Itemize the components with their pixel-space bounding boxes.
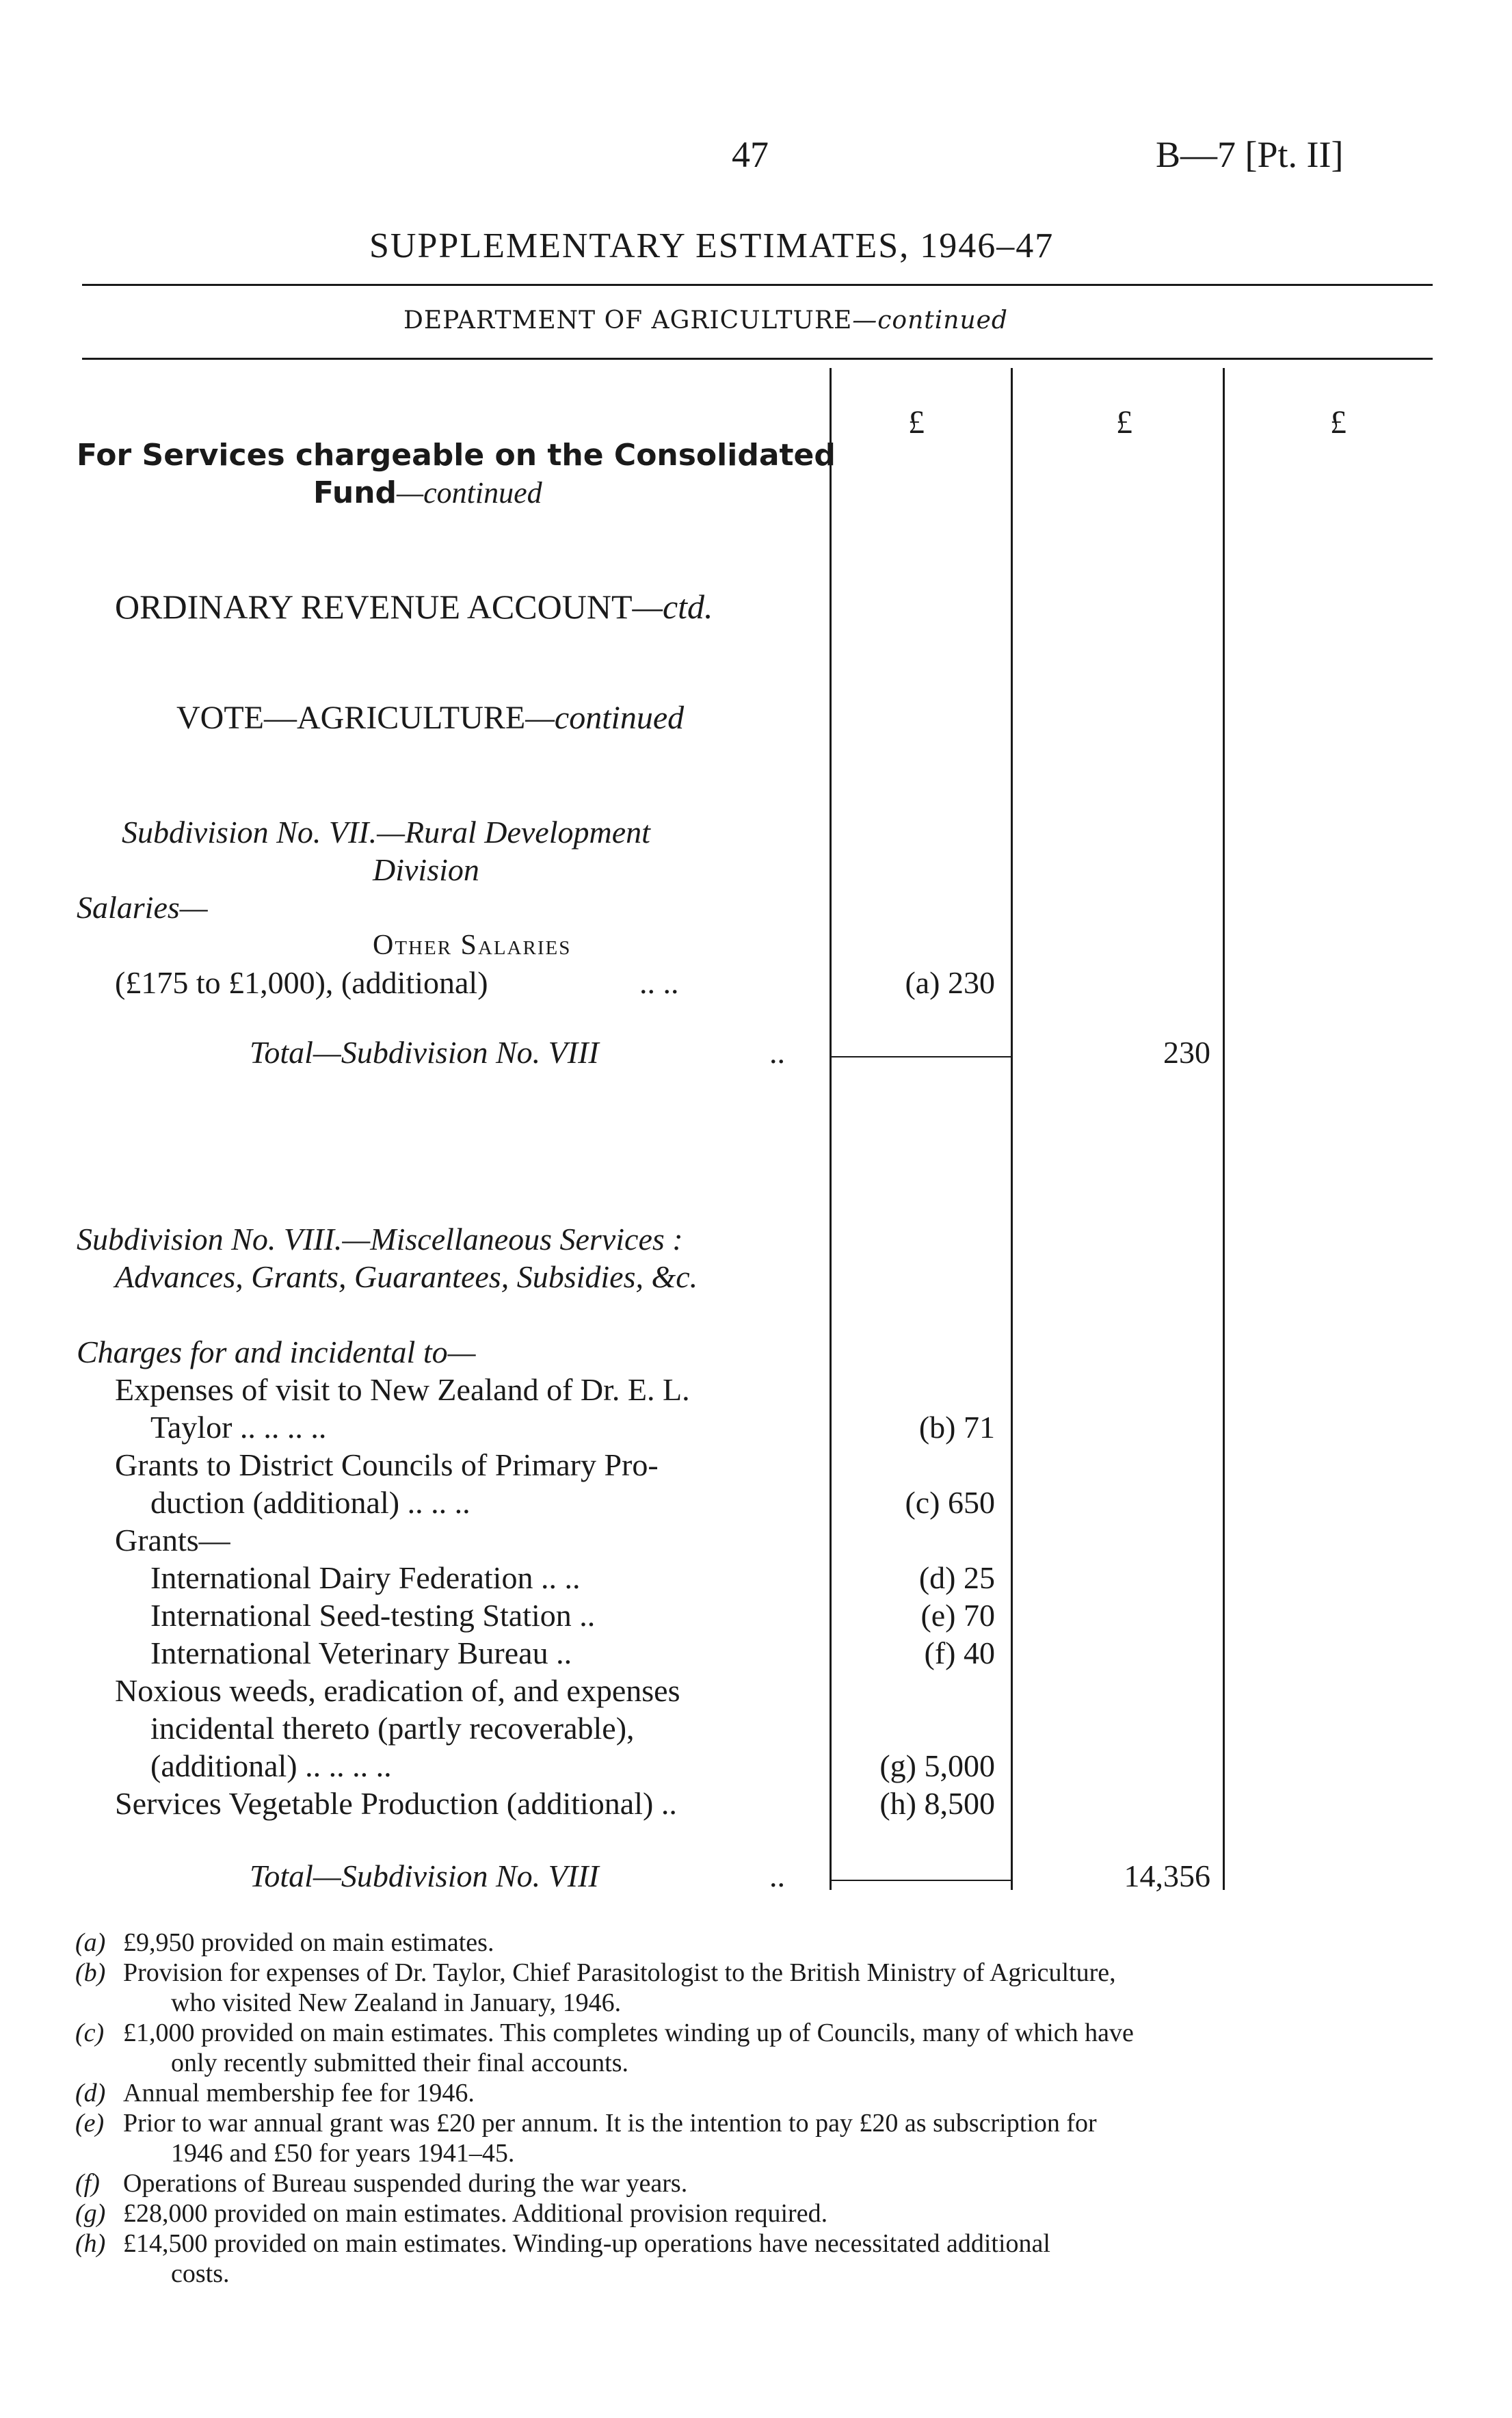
list-item-value: (d) 25 bbox=[918, 1560, 995, 1595]
list-item-value: (e) 70 bbox=[920, 1598, 995, 1633]
page-number: 47 bbox=[732, 134, 769, 175]
column-header-pounds-3: £ bbox=[1330, 404, 1347, 441]
subdivision-7-heading-line2: Division bbox=[373, 852, 479, 887]
department-name: DEPARTMENT OF AGRICULTURE bbox=[403, 306, 853, 334]
services-heading: For Services chargeable on the Consolidated bbox=[77, 438, 836, 473]
list-item: Noxious weeds, eradication of, and expenses bbox=[115, 1673, 680, 1708]
sub8-total-value: 14,356 bbox=[1124, 1858, 1210, 1893]
column-header-pounds-2: £ bbox=[1116, 404, 1132, 441]
salary-dots: .. .. bbox=[639, 965, 679, 1000]
list-item: International Seed-testing Station .. bbox=[150, 1598, 596, 1633]
footnote-mark: (a) bbox=[75, 1928, 106, 1957]
footnote-mark: (f) bbox=[75, 2169, 100, 2198]
sub7-total-value: 230 bbox=[1163, 1035, 1210, 1070]
services-continued: —continued bbox=[397, 476, 542, 510]
list-item-value: (h) 8,500 bbox=[879, 1786, 995, 1821]
column-header-pounds-1: £ bbox=[908, 404, 925, 441]
footnote-mark: (g) bbox=[75, 2199, 106, 2228]
list-item-value: (c) 650 bbox=[905, 1485, 995, 1520]
list-item: (additional) .. .. .. .. bbox=[150, 1748, 392, 1783]
column-rule-1 bbox=[830, 368, 832, 1890]
footnote-text-continued: costs. bbox=[171, 2259, 230, 2288]
footnote-mark: (h) bbox=[75, 2229, 106, 2258]
column-rule-3 bbox=[1223, 368, 1225, 1890]
department-heading bbox=[403, 306, 1008, 334]
account-name: ORDINARY REVENUE ACCOUNT bbox=[115, 588, 633, 626]
sub7-total-label: Total—Subdivision No. VIII bbox=[250, 1035, 599, 1070]
footnote-mark: (b) bbox=[75, 1958, 106, 1987]
document-reference: B—7 [Pt. II] bbox=[1156, 134, 1344, 175]
footnote-mark: (e) bbox=[75, 2109, 105, 2138]
footnote-text: Provision for expenses of Dr. Taylor, Chief Parasitologist to the British Ministry of Agriculture, bbox=[123, 1958, 1116, 1987]
list-item: Services Vegetable Production (additional) .. bbox=[115, 1786, 677, 1821]
footnote-text-continued: who visited New Zealand in January, 1946. bbox=[171, 1988, 622, 2017]
list-item-value: (b) 71 bbox=[918, 1410, 995, 1445]
footnote-text: £28,000 provided on main estimates. Additional provision required. bbox=[123, 2199, 828, 2228]
sub8-total-dots: .. bbox=[769, 1858, 785, 1893]
salary-range: (£175 to £1,000), (additional) bbox=[115, 965, 488, 1000]
charges-label: Charges for and incidental to— bbox=[77, 1335, 476, 1369]
footnote-text: Prior to war annual grant was £20 per annum. It is the intention to pay £20 as subscription for bbox=[123, 2109, 1097, 2138]
footnote-mark: (c) bbox=[75, 2019, 105, 2047]
services-heading-line2 bbox=[313, 475, 542, 510]
list-item: duction (additional) .. .. .. bbox=[150, 1485, 470, 1520]
title-rule bbox=[82, 284, 1433, 286]
salary-value: (a) 230 bbox=[905, 965, 995, 1000]
list-item: Grants— bbox=[115, 1523, 230, 1558]
vote-name: VOTE—AGRICULTURE bbox=[176, 700, 526, 736]
subdivision-8-heading: Subdivision No. VIII.—Miscellaneous Services : bbox=[77, 1222, 683, 1257]
list-item: International Veterinary Bureau .. bbox=[150, 1635, 572, 1670]
subdivision-8-heading-line2: Advances, Grants, Guarantees, Subsidies, &c. bbox=[115, 1259, 698, 1294]
account-continued: —ctd. bbox=[632, 588, 713, 626]
sub8-total-label: Total—Subdivision No. VIII bbox=[250, 1858, 599, 1893]
department-rule bbox=[82, 358, 1433, 360]
account-heading bbox=[115, 587, 713, 627]
sub8-total-rule bbox=[831, 1880, 1012, 1881]
list-item: Taylor .. .. .. .. bbox=[150, 1410, 327, 1445]
subdivision-7-heading: Subdivision No. VII.—Rural Development bbox=[122, 815, 650, 850]
footnote-text: £9,950 provided on main estimates. bbox=[123, 1928, 494, 1957]
page-title: SUPPLEMENTARY ESTIMATES, 1946–47 bbox=[369, 226, 1055, 265]
vote-heading bbox=[176, 699, 684, 737]
column-rule-2 bbox=[1011, 368, 1013, 1890]
vote-continued: —continued bbox=[525, 700, 685, 736]
footnote-text: £1,000 provided on main estimates. This completes winding up of Councils, many of which have bbox=[123, 2019, 1134, 2047]
footnote-mark: (d) bbox=[75, 2079, 106, 2107]
footnote-text: Annual membership fee for 1946. bbox=[123, 2079, 475, 2107]
list-item: Expenses of visit to New Zealand of Dr. E. L. bbox=[115, 1372, 690, 1407]
department-continued: —continued bbox=[852, 306, 1008, 334]
list-item-value: (g) 5,000 bbox=[879, 1748, 995, 1783]
footnote-text: Operations of Bureau suspended during the war years. bbox=[123, 2169, 688, 2198]
services-fund: Fund bbox=[313, 475, 397, 510]
footnote-text: £14,500 provided on main estimates. Winding-up operations have necessitated additional bbox=[123, 2229, 1050, 2258]
footnote-text-continued: 1946 and £50 for years 1941–45. bbox=[171, 2139, 515, 2168]
list-item: Grants to District Councils of Primary Pro- bbox=[115, 1447, 659, 1482]
list-item-value: (f) 40 bbox=[924, 1635, 995, 1670]
footnote-text-continued: only recently submitted their final accounts. bbox=[171, 2049, 629, 2077]
list-item: incidental thereto (partly recoverable), bbox=[150, 1711, 635, 1746]
other-salaries-label: Other Salaries bbox=[373, 930, 572, 961]
salaries-label: Salaries— bbox=[77, 890, 208, 925]
sub7-total-dots: .. bbox=[769, 1035, 785, 1070]
sub7-total-rule bbox=[831, 1056, 1012, 1057]
list-item: International Dairy Federation .. .. bbox=[150, 1560, 581, 1595]
